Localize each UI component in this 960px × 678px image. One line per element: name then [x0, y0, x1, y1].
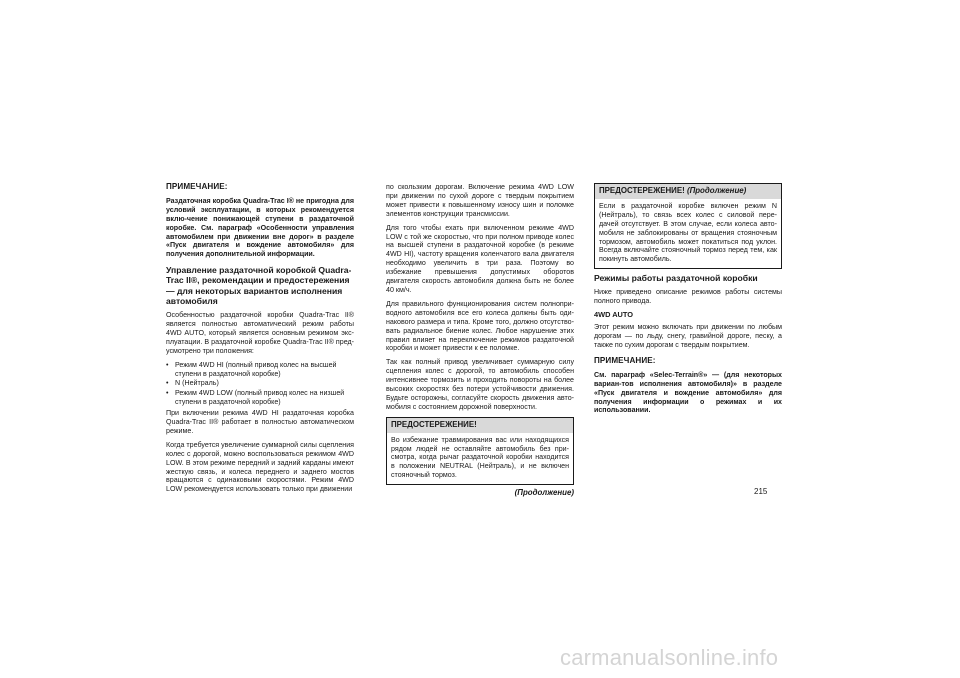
section-heading-modes: Режимы работы раздаточной коробки — [594, 273, 758, 284]
paragraph: Для правильного функционирования систем полнопри-водного автомобиля все его колеса должны быть оди-накового размера и типа. Кроме того, должно отсутство-вать радиальное биение колес. Любое нарушение этих правил влияет на переключение режимов раздаточной коробки и может привести к ее поломке. — [386, 299, 574, 353]
warning-box-continued — [594, 183, 782, 269]
paragraph: Для того чтобы ехать при включенном режиме 4WD LOW с той же скоростью, что при полном приводе колес на высшей ступени в раздаточной коробке (в режиме 4WD HI), частоту вращения коленчатого вала двигателя необходимо увеличить в три раза. Поэтому во избежание превышения допустимых оборотов двигателя скорость автомобиля должна быть не более 40 км/ч. — [386, 223, 574, 294]
note-text: См. параграф «Selec-Terrain®» — (для некоторых вариан-тов исполнения автомобиля)» в разделе «Пуск двигателя и вождение автомобиля» для получения информации о режимах и их использовании. — [594, 370, 782, 415]
paragraph: Когда требуется увеличение суммарной силы сцепления колес с дорогой, можно воспользоваться режимом 4WD LOW. В этом режиме передний и задний карданы имеют жесткую связь, и колеса переднего и заднего мостов вращаются с одинаковыми скоростями. Режим 4WD LOW рекомендуется использовать только при движении — [166, 440, 354, 494]
warning-text: Во избежание травмирования вас или находящихся рядом людей не оставляйте автомобиль без при-смотра, когда рычаг раздаточной коробки находится в положении NEUTRAL (Нейтраль), и не включен стояночный тормоз. — [391, 435, 569, 480]
intro-paragraph: Особенностью раздаточной коробки Quadra-Trac II® является полностью автоматический режим работы 4WD AUTO, который является основным режимом экс-плуатации. В раздаточной коробке Quadra-Trac II® пред-усмотрено три положения: — [166, 311, 354, 355]
continued-label: (Продолжение) — [514, 488, 574, 498]
watermark: carmanualsonline.info — [560, 645, 779, 670]
paragraph: Так как полный привод увеличивает суммарную силу сцепления колес с дорогой, то автомобиль способен интенсивнее тормозить и проходить повороты на более высоких скоростях без потери устойчивости движения. Будьте осторожны, согласуйте скорость движения авто-мобиля с состоянием дорожной поверхности. — [386, 358, 574, 411]
warning-title — [595, 184, 781, 199]
column-middle — [386, 183, 574, 498]
warning-text: Если в раздаточной коробке включен режим N (Нейтраль), то связь всех колес с силовой пере-дачей отсутствует. В этом случае, если колеса авто-мобиля не заблокированы от вращения стояночным тормозом, автомобиль может покатиться под уклон. Всегда включайте стояночный тормоз перед тем, как покинуть автомобиль. — [599, 201, 777, 264]
section-heading-quadra-trac: Управление раздаточной коробкой Quadra-Trac II®, рекомендации и предостережения — для некоторых вариантов исполнения автомобиля — [166, 265, 352, 306]
list-item: • Режим 4WD HI (полный привод колес на высшей ступени в раздаточной коробке) — [166, 361, 354, 379]
paragraph: При включении режима 4WD HI раздаточная коробка Quadra-Trac II® работает в полностью автоматическом режиме. — [166, 409, 354, 435]
note-heading: ПРИМЕЧАНИЕ: — [594, 355, 656, 365]
note-text: Раздаточная коробка Quadra-Trac I® не пригодна для условий эксплуатации, в которых рекомендуется вклю-чение понижающей ступени в раздаточной коробке. См. параграф «Особенности управления автомобилем при движении вне дорог» в разделе «Пуск двигателя и вождение автомобиля» для получения дополнительной информации. — [166, 196, 355, 259]
paragraph: Этот режим можно включать при движении по любым дорогам — по льду, снегу, гравийной дороге, песку, а также по сухим дорогам с твердым покрытием. — [594, 323, 782, 349]
warning-title: ПРЕДОСТЕРЕЖЕНИЕ! — [387, 418, 573, 433]
list-item: • Режим 4WD LOW (полный привод колес на низшей ступени в раздаточной коробке) — [166, 389, 354, 407]
warning-continued: (Продолжение) — [686, 186, 747, 195]
subheading-4wd-auto: 4WD AUTO — [594, 310, 634, 320]
column-right — [594, 183, 782, 421]
list-item: • N (Нейтраль) — [166, 379, 354, 388]
paragraph: Ниже приведено описание режимов работы системы полного привода. — [594, 288, 782, 306]
page-number: 215 — [754, 487, 768, 496]
warning-title-text: ПРЕДОСТЕРЕЖЕНИЕ! — [599, 186, 685, 195]
warning-box — [386, 417, 574, 485]
paragraph: по скользким дорогам. Включение режима 4WD LOW при движении по сухой дороге с твердым покрытием может привести к повышенному износу шин и поломке элементов конструкции трансмиссии. — [386, 183, 574, 218]
column-left — [166, 183, 354, 499]
positions-list — [166, 361, 354, 408]
note-heading: ПРИМЕЧАНИЕ: — [166, 182, 228, 191]
